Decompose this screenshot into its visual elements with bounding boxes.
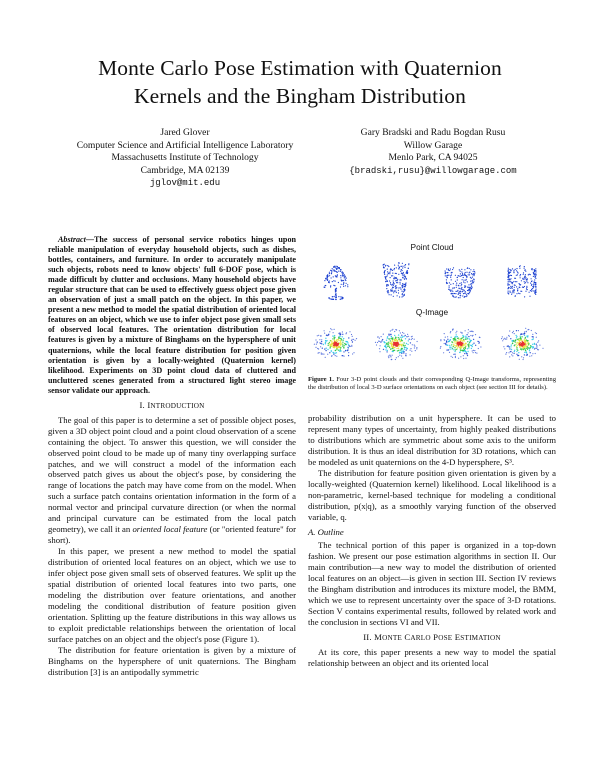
abstract-text: —The success of personal service robotics hinges upon reliable manipulation of everyday household objects, such as dishes, bottles, containers, and furniture. In order to accurately manipulate such objects, robots need to know objects' full 6-DOF pose, which is made difficult by clutter and occlusions. Many household objects have regular structure that can be used to effectively guess object pose given an observation of just a small patch on the object. In this paper, we present a new method to model the spatial distribution of oriented local features on an object, which we use to infer object pose given small sets of observed local features. The orientation distribution for local features is given by a mixture of Binghams on the hypersphere of unit quaternions, while the local feature distribution for position given orientation is given by a locally-weighted (Quaternion kernel) likelihood. Experiments on 3D point cloud data of cluttered and uncluttered scenes generated from a structured light stereo image sensor validate our approach. [48,235,296,395]
author-city: Menlo Park, CA 94025 [388,152,478,164]
author-block-right [318,127,548,177]
subsection-heading-outline: A. Outline [308,526,344,537]
point-cloud-row [324,262,537,300]
author-name: Jared Glover [160,127,210,138]
intro-paragraph-3: The distribution for feature orientation is given by a mixture of Binghams on the hypersphere of unit quaternions. The Bingham distribution [3] is an antipodally symmetric [48,644,296,677]
caption-lead: Figure 1. [308,376,334,383]
left-column [48,235,296,678]
q-image-row [314,328,544,361]
figure-1 [308,236,556,376]
author-block-left [60,127,310,190]
body-paragraph-r3: The technical portion of this paper is organized in a top-down fashion. We present our pose estimation algorithms in section II. Our main contribution—a new way to model the distribution of oriented local features on an object—is given in section III. Section IV reviews the Bingham distribution and introduces its mixture model, the BMM, which we use to represent uncertainty over the space of 3-D rotations. Section V contains experimental results, followed by related work and the conclusion in sections VI and VII. [308,540,556,628]
author-city: Cambridge, MA 02139 [140,164,230,176]
paper-title [40,54,560,110]
term-oriented-local-feature: oriented local feature [132,524,208,535]
abstract-lead: Abstract [58,235,86,244]
section-heading-introduction: I. INTRODUCTION [139,399,205,410]
intro-paragraph-1: The goal of this paper is to determine a set of possible object poses, given a 3D object point cloud and a point cloud observation of a scene containing the object. To answer this question, we will consider the observed point cloud to be made up of many tiny overlapping surface patches, and we will construct a model of the information each observed patch gives us about the object's pose, by considering the range of locations the patch may have come from on the model. When such a surface patch contains orientation information in the form of a normal vector and principal curvature direction (or when the normal and principal curvature can be estimated from the local patch geometry), we call it an oriented local feature (or "oriented feature" for short). [48,414,297,546]
author-name: Gary Bradski and Radu Bogdan Rusu [360,127,506,138]
title-line-1: Monte Carlo Pose Estimation with Quaternion [98,56,502,80]
figure-graphics [308,236,556,376]
body-paragraph-r4: At its core, this paper presents a new way to model the spatial relationship between an object and its oriented local [308,647,556,669]
figure-caption [308,376,556,393]
body-paragraph-r2: The distribution for feature position given orientation is given by a locally-weighted (Quaternion kernel) likelihood. Local likelihood is a non-parametric, kernel-based technique for modeling a conditional distribution, p(x|q), as a smoothly varying function of the observed variable, q. [308,467,556,522]
caption-text: Four 3-D point clouds and their corresponding Q-Image transforms, representing the distribution of local 3-D surface orientations on each object (see section III for details). [308,376,557,392]
section-heading-monte-carlo: II. MONTE CARLO POSE ESTIMATION [363,632,501,643]
author-institution: Willow Garage [403,139,463,151]
author-email: {bradski,rusu}@willowgarage.com [349,165,517,176]
abstract [48,235,296,396]
right-column [308,413,556,669]
figure-label-q-image: Q-Image [415,307,449,317]
body-paragraph-r1: probability distribution on a unit hypersphere. It can be used to represent many types of uncertainty, from highly peaked distributions to distributions which are symmetric about some axis to the uniform distribution. It is thus an ideal distribution for 3D rotations, which can be modeled as unit quaternions on the 4-D hypersphere, S³. [308,413,556,467]
author-email: jglov@mit.edu [149,178,221,189]
author-lab: Computer Science and Artificial Intelligence Laboratory [76,139,294,151]
intro-paragraph-2: In this paper, we present a new method to model the spatial distribution of oriented local features on an object, which we use to infer object pose given small sets of observed features. We split up the spatial distribution of oriented local features into two parts, one modeling the distribution over feature orientations, and another modeling the conditional distribution of feature position given orientation. Splitting up the feature distributions in this way allows us to exploit predictable relationships between the orientation of local surface patches on an object and the object's pose (Figure 1). [48,546,296,644]
figure-label-point-cloud: Point Cloud [410,242,454,252]
author-institution: Massachusetts Institute of Technology [111,152,259,164]
title-line-2: Kernels and the Bingham Distribution [133,84,467,108]
